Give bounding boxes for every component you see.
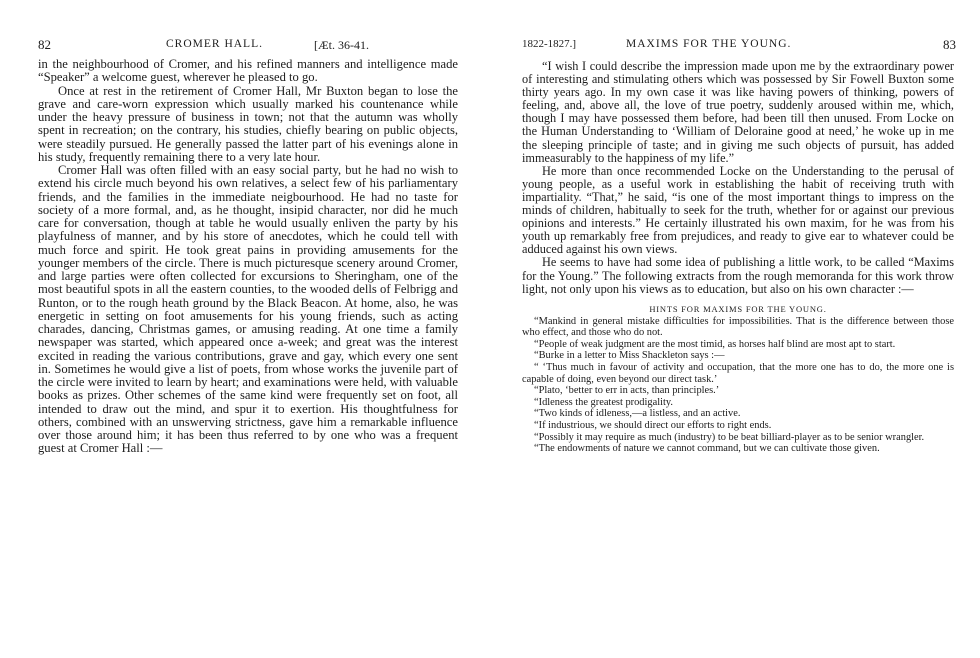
hint-item: “Mankind in general mistake difficulties for impossibilities. That is the difference between those who effect, and those who do not. <box>522 315 954 339</box>
paragraph: He seems to have had some idea of publishing a little work, to be called “Maxims for the Young.” The following extracts from the rough memoranda for this work throw light, not only upon his views as to education, but also on his own character :— <box>522 255 954 296</box>
left-page-number: 82 <box>38 37 51 52</box>
right-body-text <box>522 60 954 296</box>
left-running-head <box>38 38 458 54</box>
hint-item: “Burke in a letter to Miss Shackleton says :— <box>534 350 725 362</box>
hint-item: “If industrious, we should direct our efforts to right ends. <box>534 420 772 432</box>
hints-heading: HINTS FOR MAXIMS FOR THE YOUNG. <box>649 303 827 314</box>
paragraph: Once at rest in the retirement of Cromer Hall, Mr Buxton began to lose the grave and care-worn expression which usually marked his countenance while under the heavy pressure of business in town; not that the autumn was wholly spent in recreation; on the contrary, his studies, chiefly bearing on public objects, were steadily pursued. He generally passed the latter part of his evenings alone in his study, frequently remaining there to a very late hour. <box>38 83 458 164</box>
hint-item: “ ‘Thus much in favour of activity and occupation, that the more one has to do, the more one is capable of doing, even beyond our direct task.’ <box>522 362 954 385</box>
right-page <box>490 0 980 658</box>
hint-item: “Possibly it may require as much (industry) to be beat billiard-player as to be senior wrangler. <box>534 431 925 443</box>
left-body-text <box>38 58 458 456</box>
left-age-note: [Æt. 36-41. <box>314 38 369 52</box>
right-running-head <box>522 38 956 54</box>
left-running-title: CROMER HALL. <box>166 38 263 50</box>
right-years: 1822-1827.] <box>522 38 577 50</box>
right-page-number: 83 <box>943 37 956 52</box>
hint-item: “The endowments of nature we cannot command, but we can cultivate those given. <box>534 443 880 455</box>
hint-item: “Two kinds of idleness,—a listless, and an active. <box>534 408 741 420</box>
hints-list <box>522 316 954 455</box>
hint-item: “Idleness the greatest prodigality. <box>534 396 673 408</box>
paragraph: in the neighbourhood of Cromer, and his refined manners and intelligence made “Speaker” a welcome guest, wherever he pleased to go. <box>38 57 458 85</box>
paragraph: Cromer Hall was often filled with an easy social party, but he had no wish to extend his circle much beyond his own relatives, a select few of his parliamentary friends, and the families in the immediate neigbourhood. He had no taste for society of a more formal, and, as he thought, insipid character, nor did he much care for conversation, though at table he would usually enliven the party by his playfulness of manner, and by his store of anecdotes, which he could tell with much force and spirit. He took great pains in providing amusements for the younger members of the circle. There is much picturesque scenery around Cromer, and large parties were often collected for excursions to Sheringham, one of the most beautiful spots in all the eastern counties, to the wooded dells of Felbrigg and Runton, or to the rough heath ground by the Black Beacon. At home, also, he was energetic in setting on foot amusements for his young friends, such as acting charades, dancing, Christmas games, or amusing reading. At one time a family newspaper was started, which appeared once a-week; and great was the interest excited in reading the various contributions, grave and gay, which every one sent in. Sometimes he would give a list of poets, from whose works the juvenile part of the circle were invited to learn by heart; and examinations were held, with valuable books as prizes. Other schemes of the same kind were frequently set on foot, all intended to draw out the mind, and spur it to exertion. His thoughtfulness for others, combined with an unswerving strictness, gave him a remarkable influence over those around him; it has been thus referred to by one who was a frequent guest at Cromer Hall :— <box>38 163 458 456</box>
paragraph: He more than once recommended Locke on the Understanding to the perusal of young people, as a useful work in establishing the habit of receiving truth with impartiality. “That,” he said, “is one of the most important things to impress on the minds of children, habitually to seek for the truth, whether for or against our previous opinions and interests.” He certainly illustrated his own maxim, for he was from his youth up remarkably free from prejudices, and ready to give ear to whatever could be adduced against his own views. <box>522 163 954 257</box>
hint-item: “Plato, ‘better to err in acts, than principles.’ <box>534 385 720 397</box>
paragraph: “I wish I could describe the impression made upon me by the extraordinary power of interesting and stimulating others which was possessed by Sir Fowell Buxton some thirty years ago. In my own case it was like having powers of thinking, powers of feeling, and, above all, the love of true poetry, suddenly aroused within me, which, though I may have possessed them before, had been till then unused. From Locke on the Human Understanding to ‘William of Deloraine good at need,’ he woke up in me the sleeping principle of taste; and in giving me such objects of pursuit, has added immeasurably to the happiness of my life.” <box>522 59 954 165</box>
right-running-title: MAXIMS FOR THE YOUNG. <box>626 38 792 50</box>
hint-item: “People of weak judgment are the most timid, as horses half blind are most apt to start. <box>534 338 896 350</box>
